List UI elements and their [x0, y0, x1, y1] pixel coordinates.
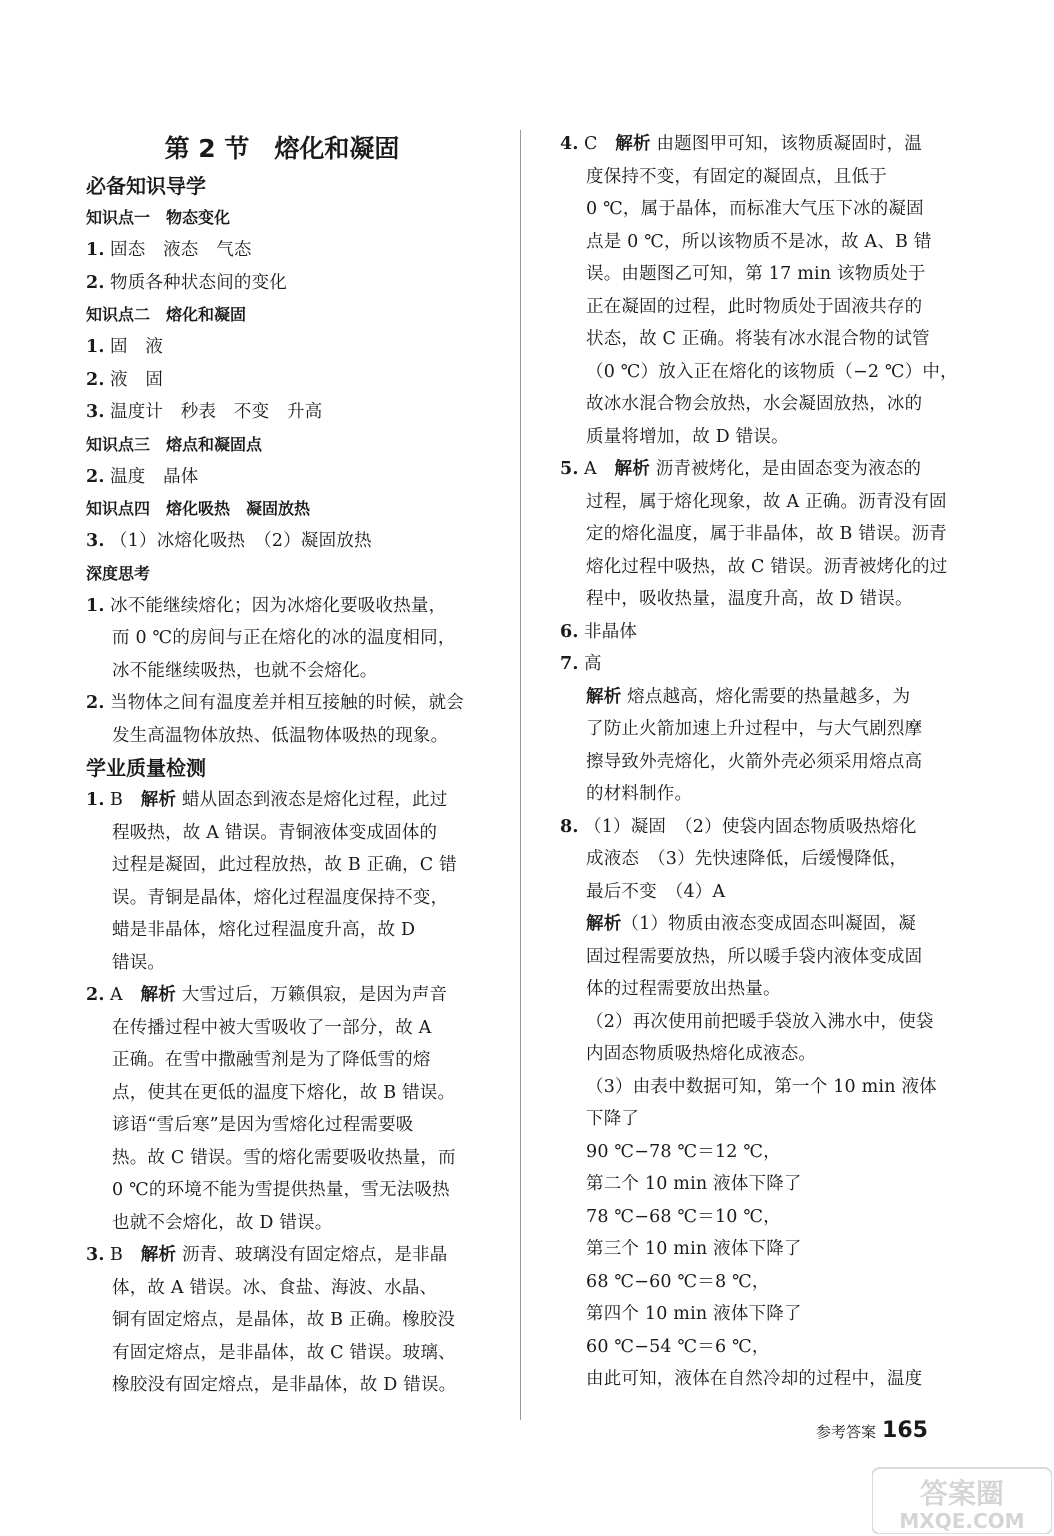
answer-text: 沥青、玻璃没有固定熔点，是非晶	[181, 1245, 448, 1265]
answer-text: 温度 晶体	[110, 466, 199, 487]
answer-line: 了防止火箭加速上升过程中，与大气剧烈摩	[586, 719, 923, 739]
answer-line: 第三个 10 min 液体下降了	[586, 1239, 802, 1259]
page-footer	[816, 1418, 928, 1443]
answer-text: 非晶体	[584, 621, 638, 642]
answer-line: 谚语“雪后寒”是因为雪熔化过程需要吸	[112, 1115, 414, 1135]
answer-line: 在传播过程中被大雪吸收了一部分，故 A	[112, 1017, 432, 1038]
answer-line	[560, 648, 956, 681]
item-number: 7.	[560, 654, 579, 674]
analysis-tag: 解析	[615, 134, 651, 154]
answer-text: 固态 液态 气态	[110, 240, 252, 260]
heading-quality: 学业质量检测	[86, 756, 206, 780]
answer-line: 冰不能继续吸热，也就不会熔化。	[112, 660, 378, 681]
answer-text: 冰不能继续熔化；因为冰熔化要吸收热量，	[110, 595, 447, 616]
watermark-line2: MXQE.COM	[899, 1509, 1025, 1533]
answer-line: 体的过程需要放出热量。	[586, 979, 781, 999]
answer-line: 质量将增加，故 D 错误。	[586, 426, 789, 447]
answer-line: 内固态物质吸热熔化成液态。	[586, 1044, 817, 1064]
answer-text: （1）冰熔化吸热 （2）凝固放热	[110, 531, 372, 551]
analysis-tag: 解析	[586, 686, 622, 707]
answer-line: 68 ℃−60 ℃＝8 ℃，	[586, 1271, 770, 1292]
answer-text: 当物体之间有温度差并相互接触的时候，就会	[110, 693, 464, 713]
answer-line: （2）再次使用前把暖手袋放入沸水中，使袋	[586, 1011, 934, 1032]
kp2-heading: 知识点二 熔化和凝固	[86, 305, 247, 324]
item-number: 3.	[86, 402, 105, 422]
answer-line: 橡胶没有固定熔点，是非晶体，故 D 错误。	[112, 1375, 457, 1395]
answer-line: 熔化过程中吸热，故 C 错误。沥青被烤化的过	[586, 556, 948, 577]
answer-line: 固过程需要放热，所以暖手袋内液体变成固	[586, 946, 923, 967]
watermark-logo	[872, 1448, 1052, 1534]
answer-text: 高	[584, 654, 602, 674]
answer-line	[86, 979, 486, 1012]
item-number: 2.	[86, 466, 105, 487]
answer-line: 状态，故 C 正确。将装有冰水混合物的试管	[586, 329, 930, 349]
page-title: 第 2 节 熔化和凝固	[164, 134, 400, 163]
answer-text: （1）凝固 （2）使袋内固态物质吸热熔化	[584, 816, 917, 837]
answer-line: 铜有固定熔点，是晶体，故 B 正确。橡胶没	[112, 1310, 456, 1330]
answer-line	[560, 908, 956, 941]
footer-label: 参考答案	[816, 1423, 877, 1441]
answer-line: 有固定熔点，是非晶体，故 C 错误。玻璃、	[112, 1342, 456, 1363]
answer-line: 最后不变 （4）A	[586, 881, 726, 902]
item-number: 2.	[86, 272, 105, 293]
answer-choice: C	[584, 134, 598, 154]
deep-thinking-heading: 深度思考	[86, 563, 151, 583]
answer-line: 程中，吸收热量，温度升高，故 D 错误。	[586, 589, 913, 609]
answer-line: 误。青铜是晶体，熔化过程温度保持不变，	[112, 887, 449, 908]
answer-line: 过程，属于熔化现象，故 A 正确。沥青没有固	[586, 491, 947, 512]
answer-line	[560, 453, 956, 486]
answer-choice: B	[110, 1245, 124, 1265]
answer-line	[86, 461, 486, 494]
answer-line: 由此可知，液体在自然冷却的过程中，温度	[586, 1369, 923, 1389]
item-number: 2.	[86, 985, 105, 1005]
kp3-heading: 知识点三 熔点和凝固点	[86, 434, 263, 454]
answer-line	[560, 128, 956, 161]
answer-line: 过程是凝固，此过程放热，故 B 正确，C 错	[112, 855, 457, 875]
answer-choice: A	[584, 459, 597, 479]
answer-line: 60 ℃−54 ℃＝6 ℃，	[586, 1336, 770, 1357]
answer-line: 成液态 （3）先快速降低，后缓慢降低，	[586, 849, 908, 869]
answer-line	[560, 681, 956, 714]
column-divider	[520, 130, 521, 1420]
answer-line: 点是 0 ℃，所以该物质不是冰，故 A、B 错	[586, 231, 932, 252]
answer-text: 蜡从固态到液态是熔化过程，此过	[181, 790, 448, 810]
answer-line: 正在凝固的过程，此时物质处于固液共存的	[586, 296, 923, 317]
answer-text: 液 固	[110, 369, 164, 390]
answer-line	[560, 811, 956, 844]
answer-line: 90 ℃−78 ℃＝12 ℃，	[586, 1141, 781, 1162]
answer-line: 0 ℃的环境不能为雪提供热量，雪无法吸热	[112, 1180, 450, 1200]
answer-line: 78 ℃−68 ℃＝10 ℃，	[586, 1206, 781, 1227]
item-number: 4.	[560, 134, 579, 154]
answer-line: 第四个 10 min 液体下降了	[586, 1304, 802, 1324]
kp4-heading: 知识点四 熔化吸热 凝固放热	[86, 499, 311, 518]
answer-line	[86, 590, 486, 623]
analysis-tag: 解析	[140, 985, 176, 1005]
answer-line: （0 ℃）放入正在熔化的该物质（−2 ℃）中，	[586, 361, 958, 382]
item-number: 1.	[86, 240, 105, 260]
heading-guide: 必备知识导学	[86, 174, 206, 198]
answer-line: 正确。在雪中撒融雪剂是为了降低雪的熔	[112, 1050, 431, 1070]
answer-line	[86, 331, 486, 364]
answer-line: 点，使其在更低的温度下熔化，故 B 错误。	[112, 1082, 456, 1103]
left-column	[86, 128, 486, 1402]
item-number: 1.	[86, 337, 105, 357]
item-number: 5.	[560, 459, 579, 479]
answer-line: 第二个 10 min 液体下降了	[586, 1174, 802, 1194]
answer-line	[86, 525, 486, 558]
item-number: 6.	[560, 621, 579, 642]
item-number: 1.	[86, 595, 105, 616]
answer-line	[86, 396, 486, 429]
answer-line: 而 0 ℃的房间与正在熔化的冰的温度相同，	[112, 628, 456, 648]
item-number: 2.	[86, 693, 105, 713]
answer-line: 也就不会熔化，故 D 错误。	[112, 1212, 333, 1233]
answer-text: 由题图甲可知，该物质凝固时，温	[656, 134, 922, 154]
answer-line: 热。故 C 错误。雪的熔化需要吸收热量，而	[112, 1147, 456, 1168]
answer-line: 发生高温物体放热、低温物体吸热的现象。	[112, 725, 449, 746]
answer-line	[86, 784, 486, 817]
item-number: 3.	[86, 531, 105, 551]
answer-line: 度保持不变，有固定的凝固点，且低于	[586, 166, 887, 187]
page-number: 165	[882, 1418, 928, 1443]
right-column	[560, 128, 956, 1396]
kp1-heading: 知识点一 物态变化	[86, 208, 231, 227]
answer-text: 固 液	[110, 337, 164, 357]
answer-line: 程吸热，故 A 错误。青铜液体变成固体的	[112, 822, 438, 843]
answer-line: 故冰水混合物会放热，水会凝固放热，冰的	[586, 394, 923, 414]
answer-line: 擦导致外壳熔化，火箭外壳必须采用熔点高	[586, 751, 923, 772]
analysis-tag: 解析	[586, 914, 622, 934]
answer-line: 0 ℃，属于晶体，而标准大气压下冰的凝固	[586, 199, 924, 219]
answer-line: 误。由题图乙可知，第 17 min 该物质处于	[586, 264, 926, 284]
answer-line	[86, 234, 486, 267]
answer-line	[560, 616, 956, 649]
watermark-line1: 答案圈	[919, 1477, 1005, 1510]
answer-line	[86, 267, 486, 300]
item-number: 8.	[560, 816, 579, 837]
answer-choice: A	[110, 985, 123, 1005]
analysis-tag: 解析	[614, 459, 650, 479]
answer-line: （3）由表中数据可知，第一个 10 min 液体	[586, 1076, 937, 1097]
item-number: 2.	[86, 369, 105, 390]
item-number: 3.	[86, 1245, 105, 1265]
analysis-tag: 解析	[140, 790, 177, 810]
answer-text: 熔点越高，熔化需要的热量越多，为	[627, 686, 911, 707]
answer-line	[86, 1239, 486, 1272]
answer-line	[86, 364, 486, 397]
answer-line: 下降了	[586, 1109, 640, 1129]
answer-text: （1）物质由液态变成固态叫凝固，凝	[621, 914, 916, 934]
answer-line: 体，故 A 错误。冰、食盐、海波、水晶、	[112, 1277, 438, 1298]
answer-text: 温度计 秒表 不变 升高	[110, 402, 323, 422]
answer-text: 大雪过后，万籁俱寂，是因为声音	[181, 985, 448, 1005]
answer-line: 定的熔化温度，属于非晶体，故 B 错误。沥青	[586, 524, 947, 544]
answer-line	[86, 687, 486, 720]
analysis-tag: 解析	[140, 1245, 177, 1265]
answer-line: 的材料制作。	[586, 784, 693, 804]
answer-line: 蜡是非晶体，熔化过程温度升高，故 D	[112, 920, 416, 940]
answer-choice: B	[110, 790, 124, 810]
item-number: 1.	[86, 790, 105, 810]
answer-text: 沥青被烤化，是由固态变为液态的	[655, 459, 922, 479]
answer-text: 物质各种状态间的变化	[110, 272, 287, 293]
answer-line: 错误。	[112, 952, 166, 973]
